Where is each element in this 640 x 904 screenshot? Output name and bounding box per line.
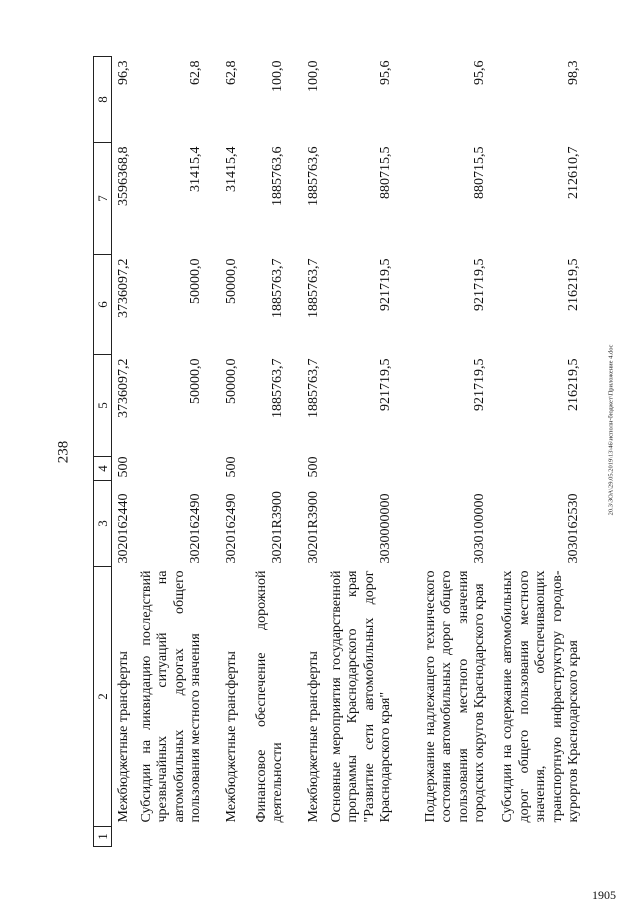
row-value-7: 3596368,8 [116,146,131,206]
table-row [289,57,325,847]
row-code: 30201R3900 [306,491,322,564]
header-col-1: 1 [94,827,112,847]
row-expense-type [397,457,491,481]
row-value-8: 95,6 [378,60,394,85]
table-row [112,57,135,847]
row-expense-type: 500 [224,456,240,478]
row-value-6: 921719,5 [378,258,394,311]
header-col-2: 2 [94,567,112,827]
row-value-5: 3736097,2 [116,358,131,418]
row-value-6: 50000,0 [224,258,240,304]
row-value-7: 31415,4 [224,146,240,192]
table-row [325,57,397,847]
row-name: Межбюджетные трансферты [306,651,322,823]
row-expense-type [135,457,207,481]
row-value-7: 1885763,6 [270,146,286,206]
row-expense-type [243,457,289,481]
row-value-5: 921719,5 [378,358,394,411]
row-expense-type: 500 [116,456,131,478]
row-name: Субсидии на ликвидацию последствий чрезвычайных ситуаций на автомобильных дорогах общего пользования местного значения [138,570,204,823]
row-value-8: 62,8 [188,60,204,85]
row-value-5: 921719,5 [472,358,488,411]
row-name: Межбюджетные трансферты [224,651,240,823]
row-value-5: 1885763,7 [270,358,286,418]
table-row [397,57,491,847]
row-value-8: 96,3 [116,60,131,85]
row-name: Основные мероприятия государственной программы Краснодарского края "Развитие сети автомобильных дорог Краснодарского края" [328,570,394,823]
row-blank-cell [289,827,325,847]
table-row [243,57,289,847]
table-row [135,57,207,847]
header-col-5: 5 [94,355,112,457]
budget-table [93,56,585,847]
row-name: Межбюджетные трансферты [116,651,131,823]
row-value-7: 31415,4 [188,146,204,192]
header-col-4: 4 [94,457,112,481]
row-code: 3030000000 [378,493,394,564]
row-name: Финансовое обеспечение дорожной деятельности [253,570,286,823]
row-value-8: 98,3 [566,60,582,85]
row-code: 3030100000 [472,493,488,564]
row-value-8: 100,0 [306,60,322,92]
row-name: Субсидии на содержание автомобильных дорог общего пользования местного значения, обеспечивающих транспортную инфраструктуру городов-курортов Краснодарского края [500,570,582,823]
row-value-6: 1885763,7 [270,258,286,318]
row-value-7: 880715,5 [378,146,394,199]
row-blank-cell [112,827,135,847]
header-col-6: 6 [94,255,112,355]
table-row [491,57,585,847]
row-value-6: 50000,0 [188,258,204,304]
table-row [207,57,243,847]
row-value-5: 50000,0 [188,358,204,404]
row-value-8: 62,8 [224,60,240,85]
row-blank-cell [491,827,585,847]
row-value-7: 1885763,6 [306,146,322,206]
row-value-6: 1885763,7 [306,258,322,318]
row-expense-type: 500 [306,456,322,478]
row-blank-cell [325,827,397,847]
row-value-5: 50000,0 [224,358,240,404]
row-code: 3020162490 [188,493,204,564]
row-value-7: 212610,7 [566,146,582,199]
row-value-5: 1885763,7 [306,358,322,418]
header-col-8: 8 [94,57,112,143]
row-blank-cell [135,827,207,847]
row-blank-cell [243,827,289,847]
rotated-table-frame [93,57,588,847]
row-code: 3020162490 [224,493,240,564]
document-path-footer: 20.3\ЗОА\29.05.2019\13\46\исполн-бюджет\Приложение 4.doc [607,344,615,516]
row-value-7: 880715,5 [472,146,488,199]
row-value-6: 3736097,2 [116,258,131,318]
row-value-8: 95,6 [472,60,488,85]
row-code: 30201R3900 [270,491,286,564]
row-value-6: 216219,5 [566,258,582,311]
row-value-6: 921719,5 [472,258,488,311]
header-col-3: 3 [94,481,112,567]
page-number: 238 [55,440,72,464]
header-col-7: 7 [94,143,112,255]
row-code: 3020162440 [116,493,131,564]
row-expense-type [491,457,585,481]
corner-page-number: 1905 [592,888,616,902]
row-value-5: 216219,5 [566,358,582,411]
row-value-8: 100,0 [270,60,286,92]
row-code: 3030162530 [566,493,582,564]
row-expense-type [325,457,397,481]
budget-table-container [93,57,588,847]
header-row [94,57,112,847]
row-name: Поддержание надлежащего технического состояния автомобильных дорог общего пользования местного значения городских округов Краснодарского края [422,570,488,823]
row-blank-cell [397,827,491,847]
row-blank-cell [207,827,243,847]
